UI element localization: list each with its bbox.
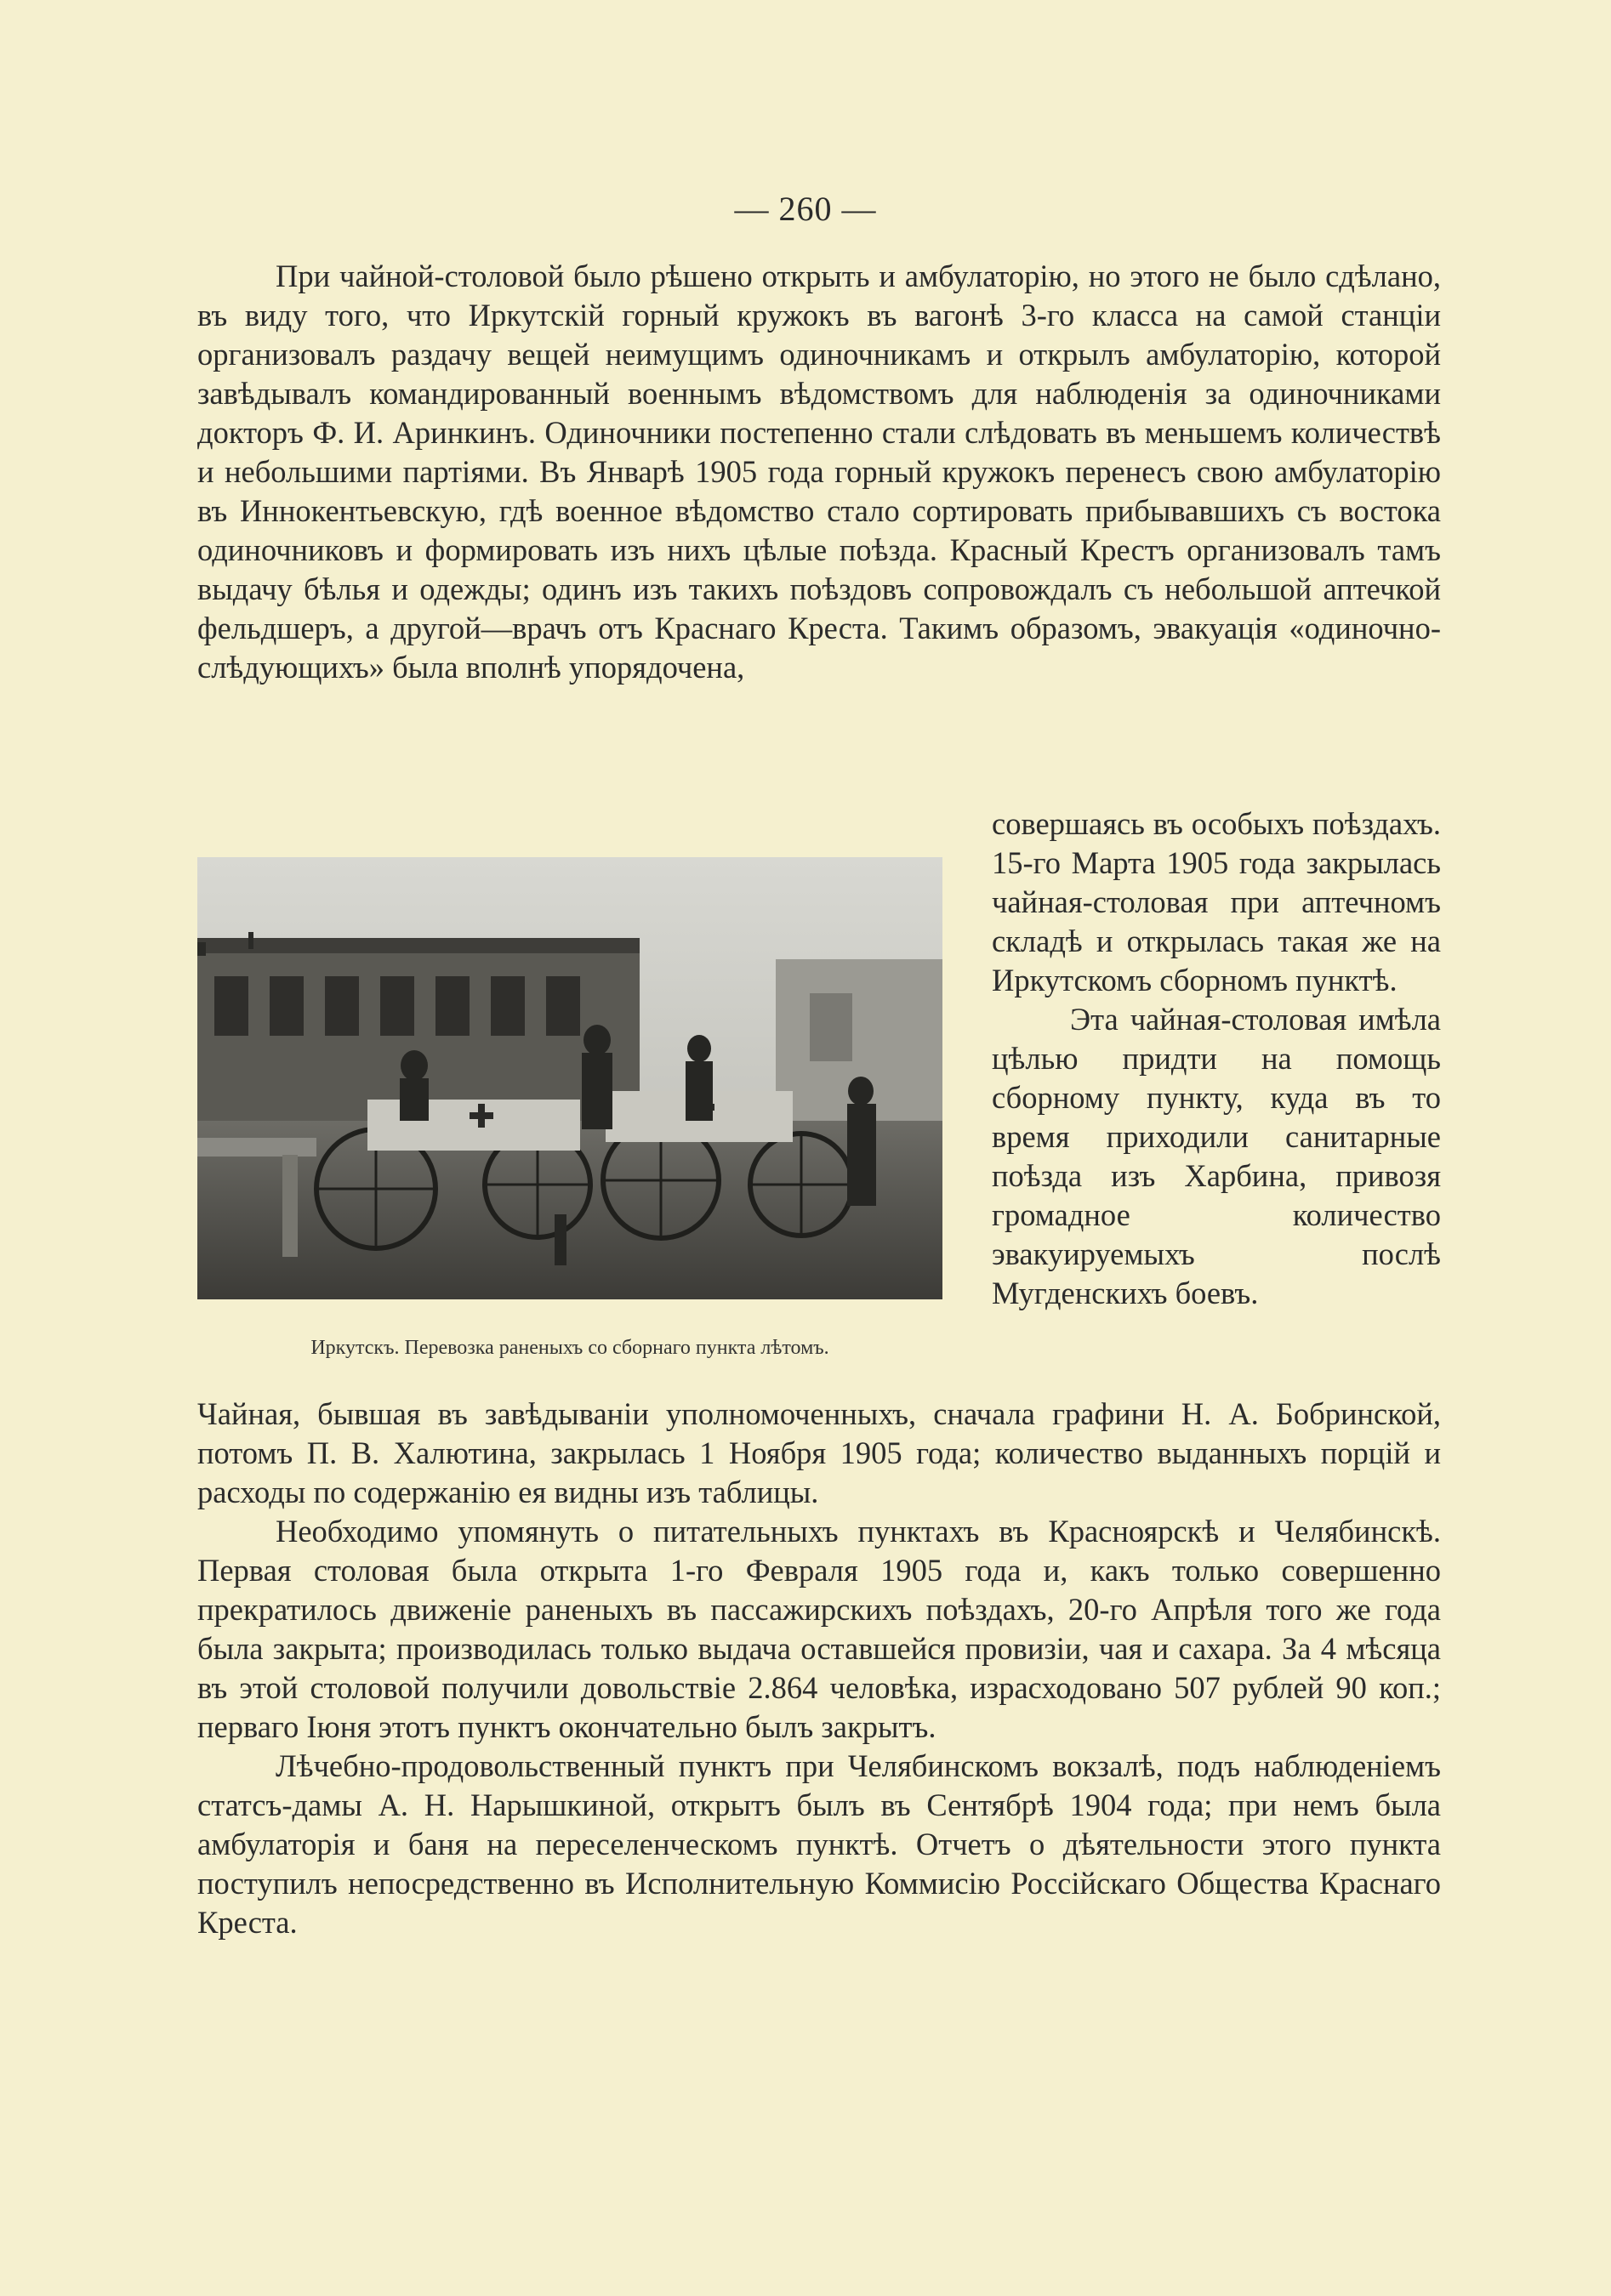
- text-block-top: [197, 257, 1441, 687]
- photo-scene: [197, 857, 942, 1299]
- paragraph-bottom-3: Лѣчебно-продовольственный пунктъ при Челябинскомъ вокзалѣ, подъ наблюденіемъ статсъ-дамы А. Н. Нарышкиной, открытъ былъ въ Сентябрѣ 1904 года; при немъ была амбулаторія и баня на переселенческомъ пунктѣ. Отчетъ о дѣятельности этого пункта поступилъ непосредственно въ Исполнительную Коммисію Россійскаго Общества Краснаго Креста.: [197, 1748, 1441, 1940]
- text-block-side: [992, 804, 1441, 1313]
- paragraph-bottom-1: Чайная, бывшая въ завѣдываніи уполномоченныхъ, сначала графини Н. А. Бобринской, потомъ П. В. Халютина, закрылась 1 Ноября 1905 года; количество выданныхъ порцій и расходы по содержанію ея видны изъ таблицы.: [197, 1396, 1441, 1509]
- paragraph-bottom-2: Необходимо упомянуть о питательныхъ пунктахъ въ Красноярскѣ и Челябинскѣ. Первая столовая была открыта 1-го Февраля 1905 года и, какъ только совершенно прекратилось движеніе раненыхъ въ пассажирскихъ поѣздахъ, 20-го Апрѣля того же года была закрыта; производилась только выдача оставшейся провизіи, чая и сахара. За 4 мѣсяца въ этой столовой получили довольствіе 2.864 человѣка, израсходовано 507 рублей 90 коп.; перваго Іюня этотъ пунктъ окончательно былъ закрытъ.: [197, 1514, 1441, 1744]
- paragraph-top: При чайной-столовой было рѣшено открыть и амбулаторію, но этого не было сдѣлано, въ виду того, что Иркутскій горный кружокъ въ вагонѣ 3-го класса на самой станціи организовалъ раздачу вещей неимущимъ одиночникамъ и открылъ амбулаторію, которой завѣдывалъ командированный военнымъ вѣдомствомъ для наблюденія за одиночниками докторъ Ф. И. Аринкинъ. Одиночники постепенно стали слѣдовать въ меньшемъ количествѣ и небольшими партіями. Въ Январѣ 1905 года горный кружокъ перенесъ свою амбулаторію въ Иннокентьевскую, гдѣ военное вѣдомство стало сортировать прибывавшихъ съ востока одиночниковъ и формировать изъ нихъ цѣлые поѣзда. Красный Крестъ организовалъ тамъ выдачу бѣлья и одежды; одинъ изъ такихъ поѣздовъ сопровождалъ съ небольшой аптечкой фельдшеръ, а другой—врачъ отъ Краснаго Креста. Такимъ образомъ, эвакуація «одиночно-слѣдующихъ» была вполнѣ упорядочена,: [197, 259, 1441, 685]
- page-number: — 260 —: [734, 190, 877, 228]
- photograph-wounded-transport: [197, 857, 942, 1299]
- paragraph-side-1: совершаясь въ особыхъ поѣздахъ. 15-го Марта 1905 года закрылась чайная-столовая при аптечномъ складѣ и открылась такая же на Иркутскомъ сборномъ пунктѣ.: [992, 806, 1441, 997]
- photo-caption: Иркутскъ. Перевозка раненыхъ со сборнаго пункта лѣтомъ.: [310, 1337, 829, 1359]
- paragraph-side-2: Эта чайная-столовая имѣла цѣлью придти на помощь сборному пункту, куда въ то время приходили санитарные поѣзда изъ Харбина, привозя громадное количество эвакуируемыхъ послѣ Мугденскихъ боевъ.: [992, 1002, 1441, 1310]
- text-block-bottom: [197, 1395, 1441, 1942]
